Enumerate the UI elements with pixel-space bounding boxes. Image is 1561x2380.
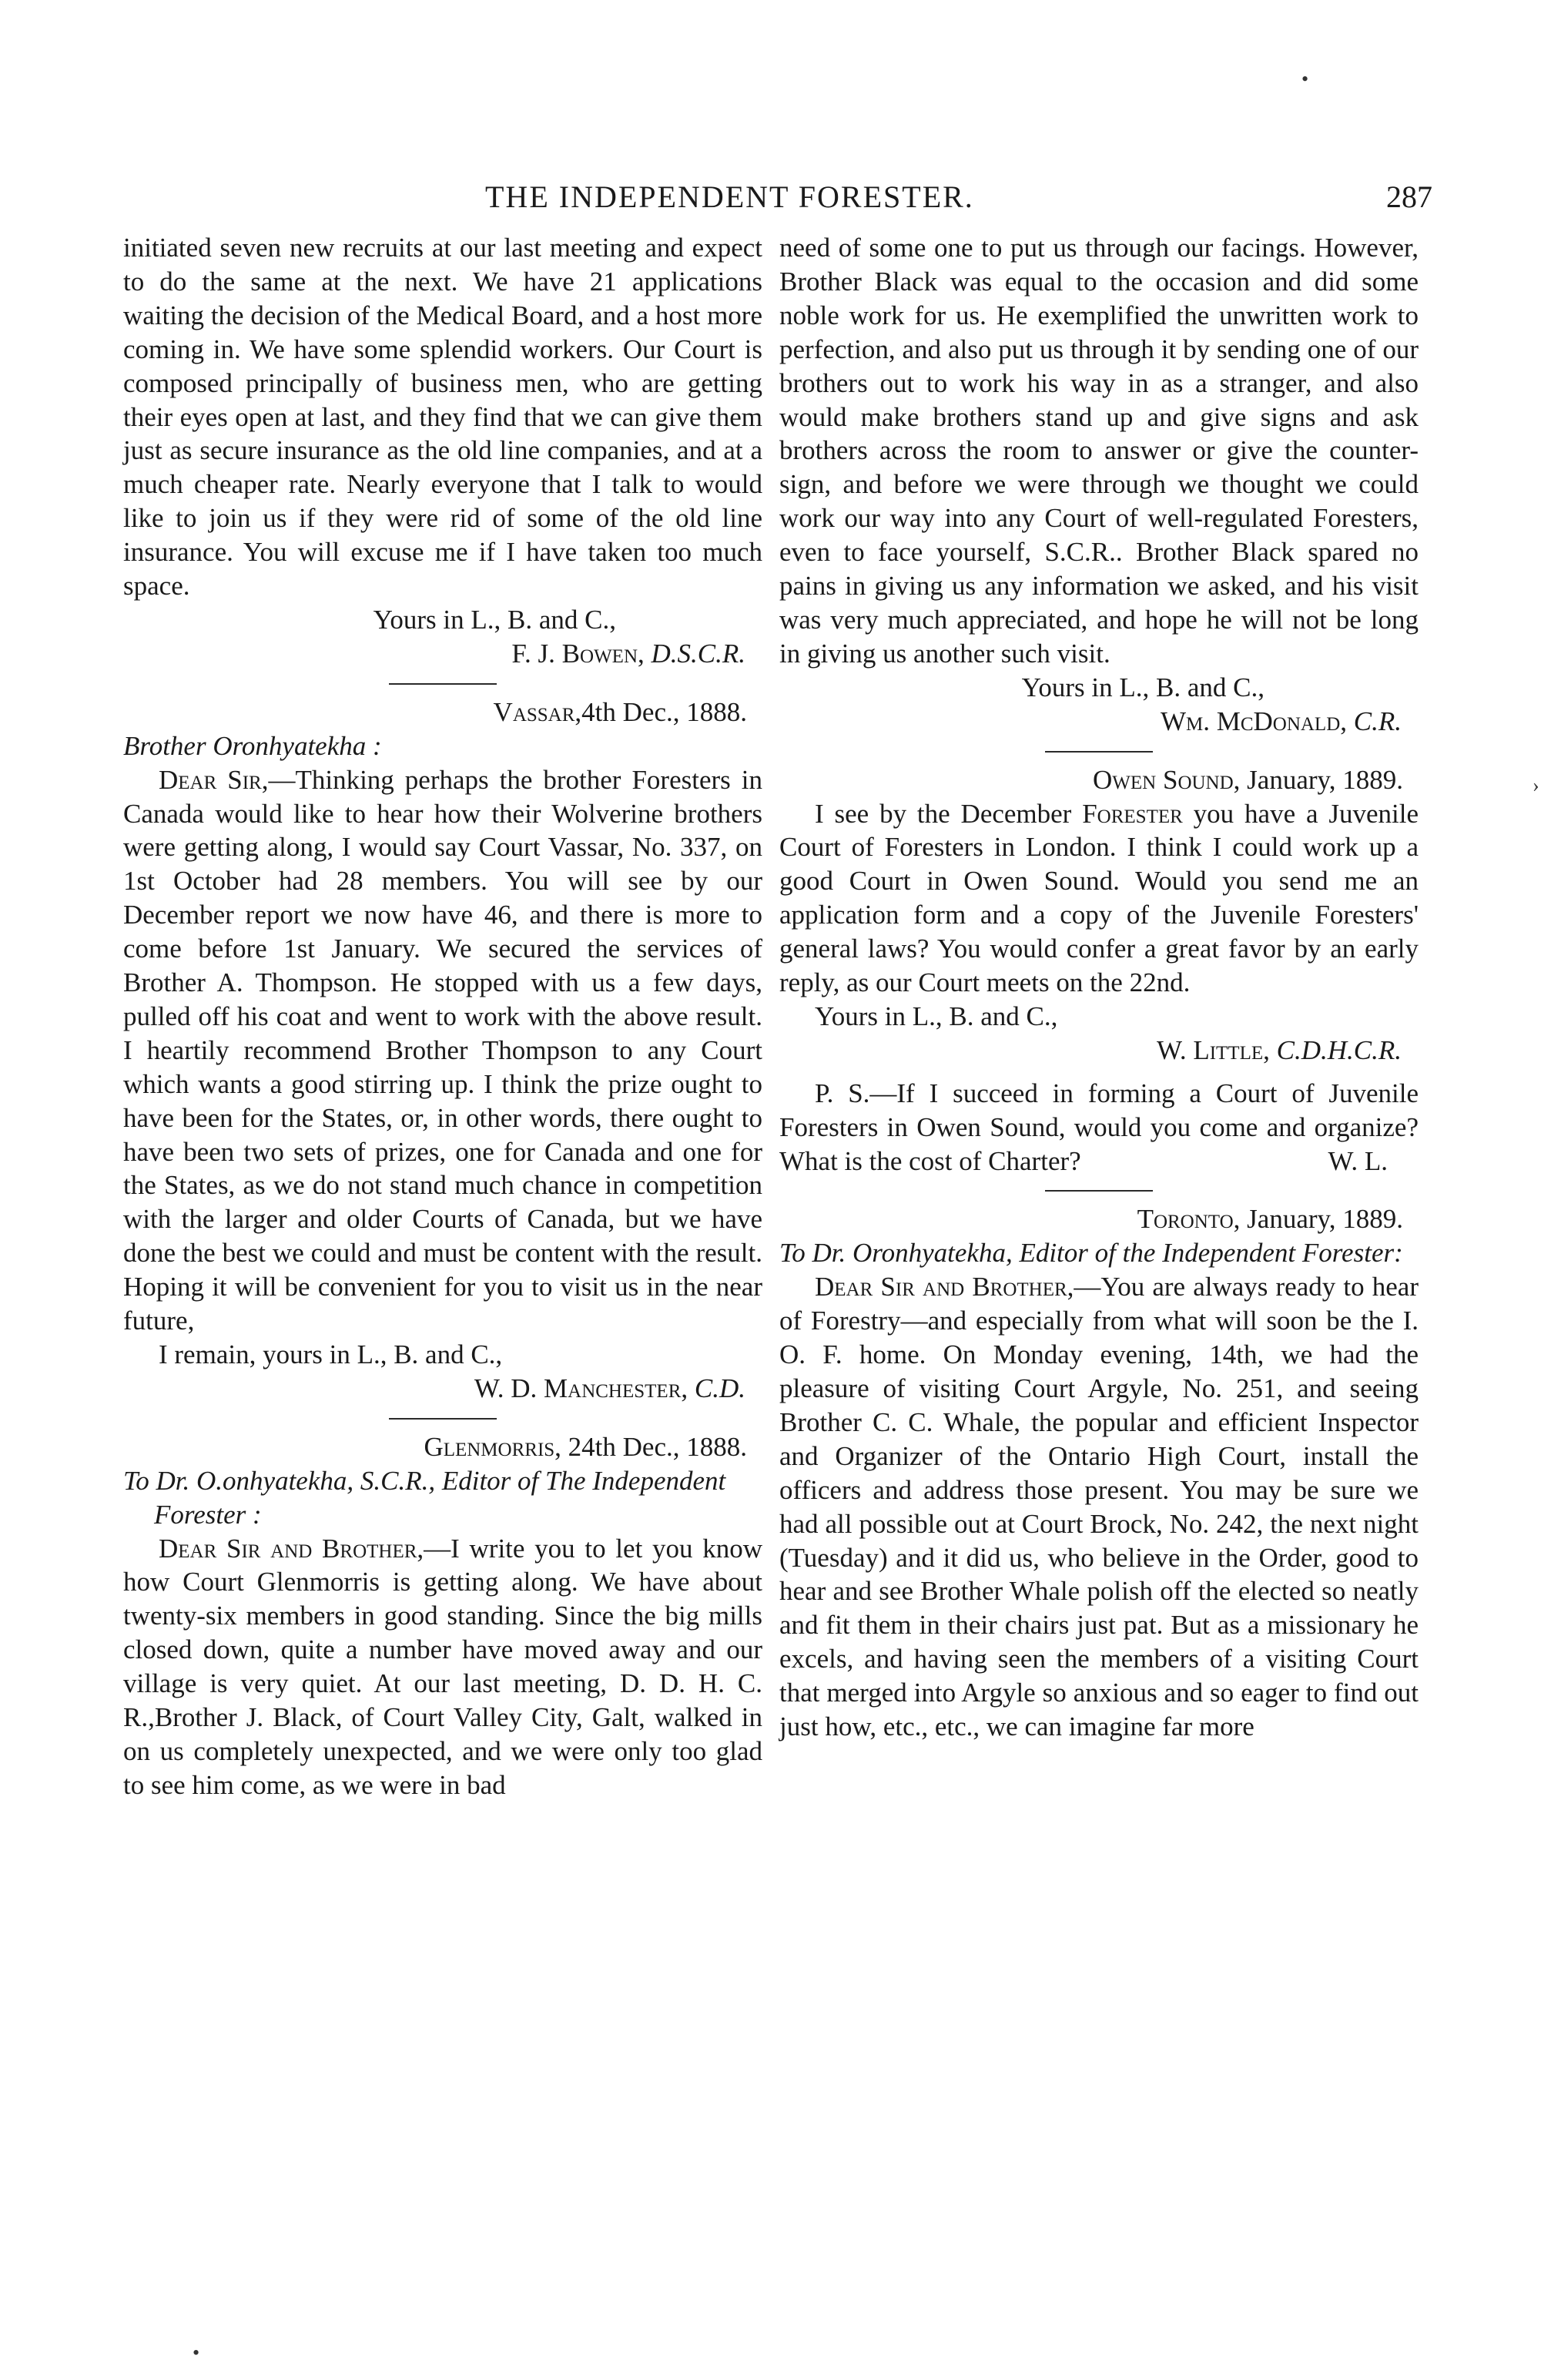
signature-title: C.D.H.C.R. (1276, 1034, 1402, 1065)
dateline-date: 24th Dec., 1888. (568, 1431, 747, 1462)
letter-salutation: To Dr. O.onhyatekha, S.C.R., Editor of The Independent Forester : (123, 1465, 726, 1530)
dateline-date: January, 1889. (1247, 1204, 1403, 1235)
postscript (779, 1077, 1419, 1178)
closing-line: Yours in L., B. and C., (1021, 672, 1265, 702)
letter-body (779, 797, 1419, 1000)
right-column (779, 231, 1419, 1744)
letter-text: —You are always ready to hear of Forestry—and especially from what will soon be the I. O. F. home. On Monday evening, 14th, we had the pleasure of visiting Court Argyle, No. 251, and seeing Brother C. C. Whale, the popular and efficient Inspector and Organizer of the Ontario High Court, install the officers and address those present. You may be sure we had all possible out at Court Brock, No. 242, the next night (Tuesday) and it did us, who believe in the Order, good to hear and see Brother Whale polish off the elected so neatly and fit them in their chairs just pat. But as a missionary he excels, and having seen the members of a visiting Court that merged into Argyle so anxious and so eager to find out just how, etc., etc., we can imagine far more (779, 1272, 1419, 1742)
signature (123, 637, 762, 671)
dateline-date: 4th Dec., 1888. (581, 696, 747, 727)
signature-name: W. Little, (1157, 1034, 1270, 1065)
dateline-place: Toronto, (1137, 1204, 1241, 1235)
letter-greeting: Dear Sir, (159, 764, 269, 795)
running-header (123, 179, 1432, 222)
dateline-date: January, 1889. (1247, 764, 1403, 795)
signature (779, 705, 1419, 739)
scan-speck: • (1301, 68, 1309, 90)
dateline (779, 1202, 1419, 1236)
signature-title: D.S.C.R. (651, 638, 745, 669)
section-divider (389, 1418, 497, 1420)
continued-paragraph: initiated seven new recruits at our last meeting and expect to do the same at the next. We have 21 applications waiting the decision of the Medical Board, and a host more coming in. We have some splendid workers. Our Court is composed principally of business men, who are getting their eyes open at last, and they find that we can give them just as secure insurance as the old line companies, and at a much cheaper rate. Nearly everyone that I talk to would like to join us if they were rid of some of the old line insurance. You will excuse me if I have taken too much space. (123, 233, 762, 602)
page-title: THE INDEPENDENT FORESTER. (485, 179, 974, 214)
letter-text: —I write you to let you know how Court Glenmorris is getting along. We have about twenty-six members in good standing. Since the big mills closed down, quite a number have moved away and our village is very quiet. At our last meeting, D. D. H. C. R.,Brother J. Black, of Court Valley City, Galt, walked in on us completely unexpected, and we were only too glad to see him come, as we were in bad (123, 1533, 763, 1800)
letter-greeting: Dear Sir and Brother, (159, 1533, 424, 1564)
letter-body (123, 1532, 762, 1802)
dateline (123, 696, 762, 729)
signature-name: F. J. Bowen, (511, 638, 645, 669)
signature-name: Wm. McDonald, (1160, 706, 1348, 736)
section-divider (1045, 1190, 1153, 1192)
signature-name: W. D. Manchester, (474, 1373, 688, 1403)
scan-speck: › (1533, 774, 1539, 796)
section-divider (1045, 751, 1153, 753)
signature (779, 1034, 1419, 1068)
signature-title: C.R. (1353, 706, 1402, 736)
dateline-place: Vassar, (493, 696, 582, 727)
continued-paragraph: need of some one to put us through our facings. However, Brother Black was equal to the occasion and did some noble work for us. He exemplified the unwritten work to perfection, and also put us through it by sending one of our brothers out to work his way in as a stranger, and also would make brothers stand up and give signs and ask brothers across the room to answer or give the counter-sign, and before we were through we thought we could work our way into any Court of well-regulated Foresters, even to face yourself, S.C.R.. Brother Black spared no pains in giving us any information we asked, and his visit was very much appreciated, and hope he will not be long in giving us another such visit. (779, 233, 1419, 669)
dateline (123, 1430, 762, 1464)
postscript-text: P. S.—If I succeed in forming a Court of Juvenile Foresters in Owen Sound, would you come and organize? What is the cost of Charter? (779, 1078, 1419, 1176)
signature (123, 1372, 762, 1406)
dateline-place: Glenmorris, (424, 1431, 561, 1462)
dateline-place: Owen Sound, (1093, 764, 1241, 795)
left-column (123, 231, 762, 1802)
section-divider (389, 683, 497, 685)
letter-text: I see by the December (815, 798, 1083, 829)
letter-greeting: Dear Sir and Brother, (815, 1272, 1074, 1302)
publication-name: Forester (1082, 798, 1183, 829)
signature-title: C.D. (694, 1373, 745, 1403)
closing-line: I remain, yours in L., B. and C., (159, 1339, 503, 1369)
letter-text: —Thinking perhaps the brother Foresters in Canada would like to hear how their Wolverine brothers were getting along, I would say Court Vassar, No. 337, on 1st October had 28 members. You will see by our December report we now have 46, and there is more to come before 1st January. We secured the services of Brother A. Thompson. He stopped with us a few days, pulled off his coat and went to work with the above result. I heartily recommend Brother Thompson to any Court which wants a good stirring up. I think the prize ought to have been for the States, or, in other words, there ought to have been two sets of prizes, one for Canada and one for the States, as we do not stand much chance in competition with the larger and older Courts of Canada, but we have done the best we could and must be content with the result. Hoping it will be convenient for you to visit us in the near future, (123, 764, 762, 1336)
closing-line: Yours in L., B. and C., (815, 1001, 1058, 1031)
letter-body (779, 1270, 1419, 1744)
dateline (779, 763, 1419, 797)
letter-text: you have a Juvenile Court of Foresters in London. I think I could work up a good Court in Owen Sound. Would you send me an application form and a copy of the Juvenile Foresters' general laws? You would confer a great favor by an early reply, as our Court meets on the 22nd. (779, 798, 1419, 998)
scan-speck: • (193, 2341, 200, 2364)
letter-body (123, 763, 762, 1338)
page-number: 287 (1386, 179, 1432, 214)
postscript-initials: W. L. (1328, 1145, 1388, 1176)
letter-salutation: To Dr. Oronhyatekha, Editor of the Independent Forester: (779, 1238, 1403, 1269)
closing-line: Yours in L., B. and C., (373, 604, 616, 635)
letter-salutation: Brother Oronhyatekha : (123, 730, 382, 761)
